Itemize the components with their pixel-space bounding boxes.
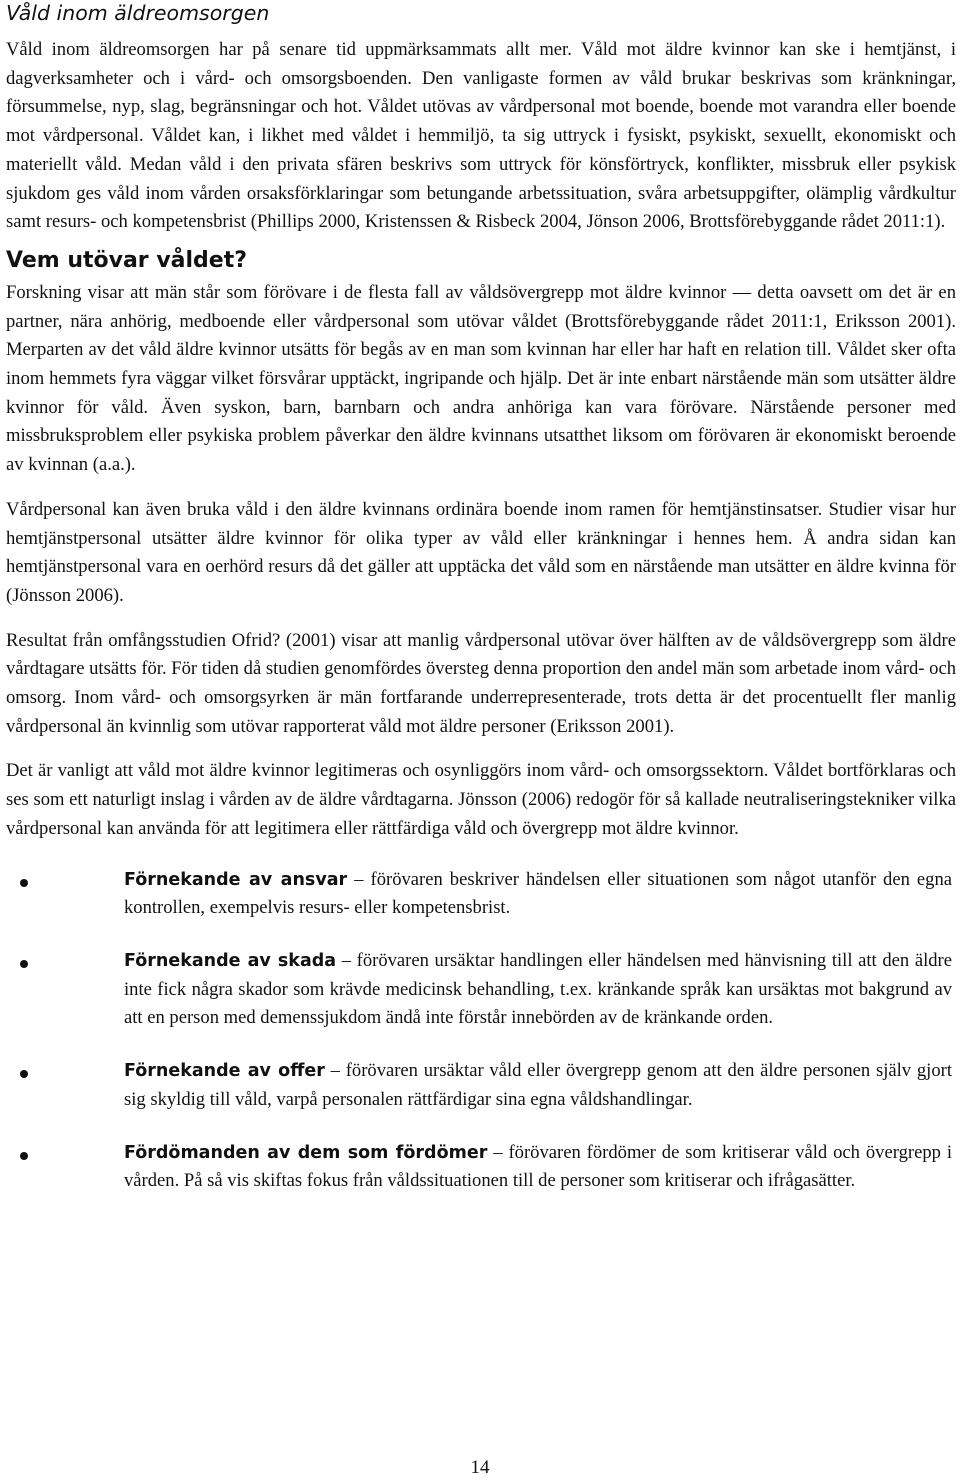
section-title: Våld inom äldreomsorgen	[6, 1, 270, 25]
page-number: 14	[470, 1457, 490, 1478]
list-item	[6, 1057, 956, 1114]
paragraph-ofrid-study: Resultat från omfångsstudien Ofrid? (2001) visar att manlig vårdpersonal utövar över hälften av de våldsövergrepp som äldre vårdtagare utsätts för. För tiden då studien genomfördes översteg denna proportion den andel män som arbetade inom vård- och omsorg. Inom vård- och omsorgsyrken är män fortfarande underrepresenterade, trots detta är det procentuellt fler manlig vårdpersonal än kvinnlig som utövar rapporterat våld mot äldre personer (Eriksson 2001).	[6, 629, 956, 737]
paragraph-neutralization: Det är vanligt att våld mot äldre kvinnor legitimeras och osynliggörs inom vård- och omsorgssektorn. Våldet bortförklaras och ses som ett naturligt inslag i vården av de äldre vårdtagarna. Jönsson (2006) redogör för så kallade neutraliseringstekniker vilka vårdpersonal kan använda för att legitimera eller rättfärdiga våld och övergrepp mot äldre kvinnor.	[6, 760, 956, 839]
bullet-icon	[20, 960, 28, 968]
bullet-text: – förövaren ursäktar våld eller övergrepp genom att den äldre personen själv gjort sig skyldig till våld, varpå personalen rättfärdigar sina egna våldshandlingar.	[124, 1060, 952, 1110]
neutralization-techniques-list	[6, 866, 956, 1196]
paragraph-care-staff: Vårdpersonal kan även bruka våld i den äldre kvinnans ordinära boende inom ramen för hemtjänstinsatser. Studier visar hur hemtjänstpersonal utsätter äldre kvinnor för olika typer av våld eller kränkningar i hennes hem. Å andra sidan kan hemtjänstpersonal vara en oerhörd resurs då det gäller att upptäcka det våld som en närstående man utsätter en äldre kvinna för (Jönsson 2006).	[6, 498, 956, 606]
list-item	[6, 866, 956, 923]
subsection-title: Vem utövar våldet?	[6, 247, 247, 273]
paragraph-intro: Våld inom äldreomsorgen har på senare tid uppmärksammats allt mer. Våld mot äldre kvinnor kan ske i hemtjänst, i dagverksamheter och i vård- och omsorgsboenden. Den vanligaste formen av våld brukar beskrivas som kränkningar, försummelse, nyp, slag, begränsningar och hot. Våldet utövas av vårdpersonal mot boende, boende mot varandra eller boende mot vårdpersonal. Våldet kan, i likhet med våldet i hemmiljö, ta sig uttryck i fysiskt, psykiskt, sexuellt, ekonomiskt och materiellt våld. Medan våld i den privata sfären beskrivs som uttryck för könsförtryck, konflikter, missbruk eller psykisk sjukdom ges våld inom vården orsaksförklaringar som betungande arbetssituation, svåra arbetsuppgifter, olämplig vårdkultur samt resurs- och kompetensbrist (Phillips 2000, Kristenssen & Risbeck 2004, Jönson 2006, Brottsförebyggande rådet 2011:1).	[6, 39, 956, 233]
bullet-text: – förövaren ursäktar handlingen eller händelsen med hänvisning till att den äldre inte fick några skador som krävde medicinsk behandling, t.ex. kränkande språk kan ursäktas mot bakgrund av att en person med demenssjukdom ändå inte förstår innebörden av de kränkande orden.	[124, 949, 952, 1029]
bullet-icon	[20, 1152, 28, 1160]
document-page	[6, 0, 956, 1220]
bullet-term: Förnekande av skada	[124, 950, 337, 971]
bullet-icon	[20, 1070, 28, 1078]
bullet-icon	[20, 879, 28, 887]
bullet-text: – förövaren fördömer de som kritiserar våld och övergrepp i vården. På så vis skiftas fokus från våldssituationen till de personer som kritiserar och ifrågasätter.	[124, 1141, 953, 1192]
bullet-text: – förövaren beskriver händelsen eller situationen som något utanför den egna kontrollen, exempelvis resurs- eller kompetensbrist.	[124, 868, 953, 919]
bullet-term: Förnekande av offer	[124, 1061, 325, 1082]
bullet-term: Förnekande av ansvar	[124, 869, 348, 890]
bullet-term: Fördömanden av dem som fördömer	[124, 1142, 488, 1163]
list-item	[6, 1139, 956, 1196]
list-item	[6, 947, 956, 1033]
paragraph-perpetrators: Forskning visar att män står som förövare i de flesta fall av våldsövergrepp mot äldre kvinnor — detta oavsett om det är en partner, nära anhörig, medboende eller vårdpersonal som utövar våldet (Brottsförebyggande rådet 2011:1, Eriksson 2001). Merparten av det våld äldre kvinnor utsätts för begås av en man som kvinnan har eller har haft en relation till. Våldet sker ofta inom hemmets fyra väggar vilket försvårar upptäckt, ingripande och hjälp. Det är inte enbart närstående män som utsätter äldre kvinnor för våld. Även syskon, barn, barnbarn och andra anhöriga kan vara förövare. Närstående personer med missbruksproblem eller psykiska problem påverkar den äldre kvinnans utsatthet liksom om förövaren är ekonomiskt beroende av kvinnan (a.a.).	[6, 281, 956, 476]
